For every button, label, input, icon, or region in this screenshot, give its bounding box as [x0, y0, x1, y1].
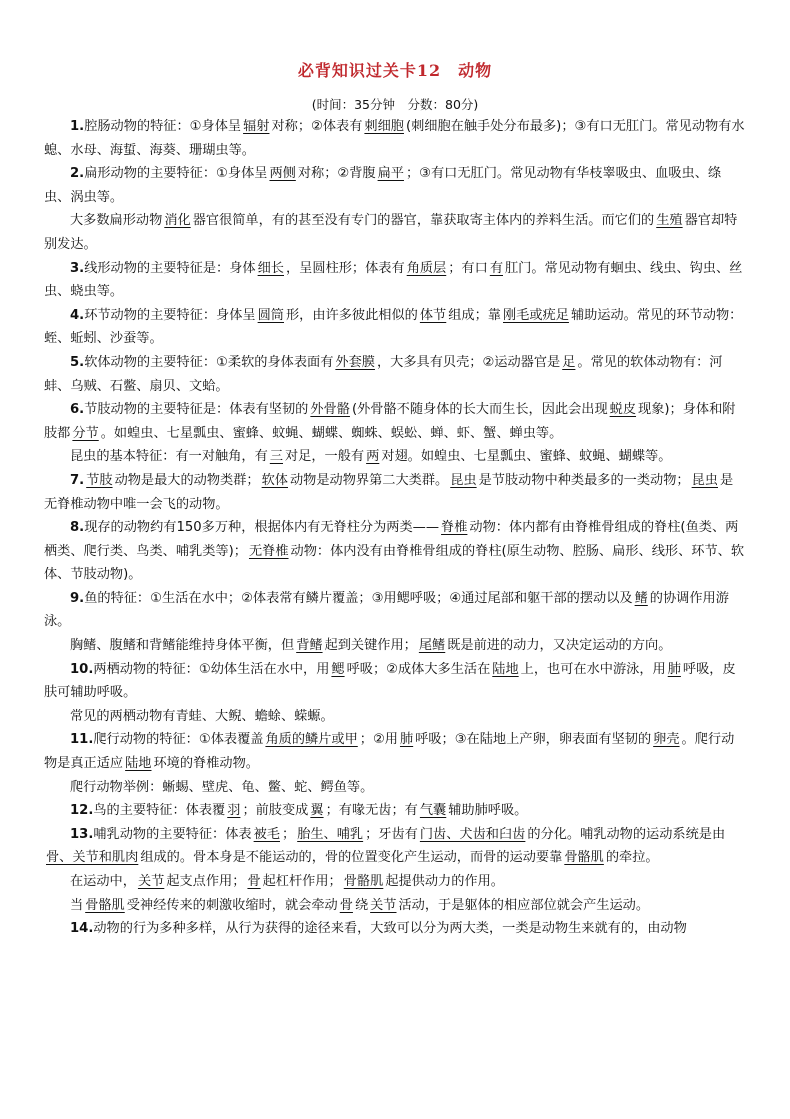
text-segment: 的协调作用游泳。	[44, 590, 729, 630]
text-segment: ；③有口无肛门。常见动物有华枝睾吸虫、血吸虫、绦虫、涡虫等。	[44, 166, 722, 205]
answer-blank: 分节	[72, 425, 99, 441]
content-body	[44, 115, 746, 941]
paragraph	[44, 257, 746, 304]
answer-blank: 无脊椎	[248, 543, 289, 559]
text-segment: 动物的行为多种多样，从行为获得的途径来看，大致可以分为两大类，一类是动物生来就有的，由动物	[93, 921, 687, 937]
item-number: 3.	[70, 260, 85, 276]
text-segment: 对称；②体表有	[271, 119, 363, 134]
paragraph	[44, 658, 746, 705]
answer-blank: 昆虫	[450, 472, 477, 488]
text-segment: 动物：体内都有由脊椎骨组成的脊柱(鱼类、两栖类、爬行类、鸟类、哺乳类等)；	[44, 520, 739, 559]
text-segment: 活动，于是躯体的相应部位就会产生运动。	[398, 897, 650, 913]
answer-blank: 扁平	[377, 166, 404, 182]
text-segment: 爬行动物的特征：①体表覆盖	[93, 732, 264, 748]
text-segment: 辅助运动。常见的环节动物：蛭、蚯蚓、沙蚕等。	[44, 307, 743, 347]
item-number: 8.	[70, 520, 85, 536]
text-segment: 。常见的软体动物有：河蚌、乌贼、石鳖、扇贝、文蛤。	[44, 354, 723, 394]
text-segment: 器官很简单，有的甚至没有专门的器官，靠获取寄主体内的养料生活。而它们的	[192, 213, 655, 229]
text-segment: 上，也可在水中游泳，用	[520, 661, 666, 677]
text-segment: 扁形动物的主要特征：①身体呈	[84, 166, 268, 182]
answer-blank: 外套膜	[335, 354, 375, 370]
item-number: 2.	[70, 166, 85, 182]
answer-blank: 足	[562, 354, 576, 370]
document-page	[44, 58, 746, 941]
text-segment: ，大多具有贝壳；②运动器官是	[376, 354, 561, 370]
paragraph	[44, 823, 746, 870]
item-number: 14.	[70, 921, 94, 937]
text-segment: 对称；②背腹	[297, 166, 376, 182]
answer-blank: 辐射	[243, 119, 270, 134]
answer-blank: 骨	[339, 897, 353, 913]
answer-blank: 胎生、哺乳	[297, 826, 364, 842]
text-segment: 动物：体内没有由脊椎骨组成的脊柱(原生动物、腔肠、扁形、线形、环节、软体、节肢动物)。	[44, 543, 745, 583]
answer-blank: 气囊	[419, 803, 447, 819]
text-segment: 腔肠动物的特征：①身体呈	[84, 119, 242, 134]
text-segment: 爬行动物举例：蜥蜴、壁虎、龟、鳖、蛇、鳄鱼等。	[70, 779, 374, 795]
text-segment: ；有口	[448, 260, 488, 276]
text-segment: 绕	[354, 897, 369, 913]
answer-blank: 细长	[257, 260, 284, 276]
text-segment: ，呈圆柱形；体表有	[286, 260, 405, 276]
answer-blank: 两	[366, 449, 380, 465]
text-segment: 环境的脊椎动物。	[153, 756, 259, 772]
answer-blank: 昆虫	[691, 472, 718, 488]
answer-blank: 刚毛或疣足	[503, 307, 569, 323]
paragraph	[44, 705, 746, 729]
text-segment: 呼吸；②成体大多生活在	[346, 661, 491, 677]
text-segment: 环节动物的主要特征：身体呈	[84, 307, 256, 323]
text-segment: 现象)；身体和附肢都	[44, 402, 736, 441]
text-segment: 既是前进的动力，又决定运动的方向。	[447, 638, 672, 654]
text-segment: 起支点作用；	[166, 874, 246, 889]
item-number: 4.	[70, 307, 85, 323]
text-segment: 的牵拉。	[605, 850, 659, 866]
paragraph	[44, 469, 746, 516]
text-segment: 对足，一般有	[285, 449, 365, 465]
answer-blank: 三	[269, 449, 283, 465]
text-segment: 哺乳动物的主要特征：体表	[93, 826, 252, 842]
text-segment: 形，由许多彼此相似的	[286, 307, 418, 323]
text-segment: 软体动物的主要特征：①柔软的身体表面有	[84, 354, 334, 370]
answer-blank: 软体	[261, 472, 288, 488]
text-segment: 鸟的主要特征：体表覆	[93, 803, 226, 819]
paragraph	[44, 634, 746, 658]
answer-blank: 骨骼肌	[564, 850, 604, 866]
text-segment: 鱼的特征：①生活在水中；②体表常有鳞片覆盖；③用鳃呼吸；④通过尾部和躯干部的摆动以及	[84, 590, 633, 606]
answer-blank: 两侧	[269, 166, 296, 182]
item-number: 10.	[70, 661, 94, 677]
text-segment: 在运动中，	[70, 874, 136, 889]
item-number: 7.	[70, 472, 85, 488]
text-segment: 大多数扁形动物	[70, 213, 163, 229]
item-number: 12.	[70, 803, 94, 819]
answer-blank: 蜕皮	[609, 402, 637, 418]
paragraph	[44, 115, 746, 162]
item-number: 6.	[70, 402, 85, 418]
text-segment: ；②用	[359, 732, 398, 748]
text-segment: (刺细胞在触手处分布最多)；③有口无肛门。常见动物有水螅、水母、海蜇、海葵、珊瑚虫等。	[44, 119, 745, 158]
answer-blank: 骨骼肌	[343, 874, 384, 889]
answer-blank: 脊椎	[441, 520, 468, 536]
paragraph	[44, 398, 746, 445]
item-number: 11.	[70, 732, 94, 748]
text-segment: 组成；靠	[448, 307, 501, 323]
paragraph	[44, 894, 746, 918]
answer-blank: 肺	[667, 661, 681, 677]
answer-blank: 肺	[399, 732, 414, 748]
answer-blank: 关节	[370, 897, 397, 913]
text-segment: 线形动物的主要特征是：身体	[84, 260, 256, 276]
text-segment: 呼吸；③在陆地上产卵，卵表面有坚韧的	[415, 732, 652, 748]
text-segment: ；	[282, 826, 296, 842]
text-segment: 的分化。哺乳动物的运动系统是由	[527, 826, 726, 842]
text-segment: 现存的动物约有150多万种，根据体内有无脊柱分为两类——	[84, 520, 440, 536]
text-segment: 是无脊椎动物中唯一会飞的动物。	[44, 472, 734, 512]
answer-blank: 圆筒	[257, 307, 284, 323]
answer-blank: 骨、关节和肌肉	[46, 850, 139, 866]
text-segment: 受神经传来的刺激收缩时，就会牵动	[126, 897, 338, 913]
answer-blank: 刺细胞	[364, 119, 404, 134]
text-segment: 器官却特别发达。	[44, 213, 738, 252]
answer-blank: 生殖	[656, 213, 683, 229]
answer-blank: 骨骼肌	[85, 897, 125, 913]
text-segment: ；牙齿有	[365, 826, 418, 842]
paragraph	[44, 728, 746, 775]
text-segment: 呼吸，皮肤可辅助呼吸。	[44, 661, 736, 701]
answer-blank: 鳃	[331, 661, 345, 677]
text-segment: 昆虫的基本特征：有一对触角，有	[70, 449, 268, 465]
answer-blank: 尾鳍	[418, 638, 446, 654]
text-segment: ；有喙无齿；有	[325, 803, 418, 819]
text-segment: 动物是动物界第二大类群。	[290, 472, 449, 488]
text-segment: 动物是最大的动物类群；	[114, 472, 260, 488]
text-segment: 对翅。如蝗虫、七星瓢虫、蜜蜂、蚊蝇、蝴蝶等。	[381, 449, 672, 465]
answer-blank: 骨	[247, 874, 261, 889]
answer-blank: 门齿、犬齿和臼齿	[419, 826, 526, 842]
paragraph	[44, 870, 746, 894]
item-number: 13.	[70, 826, 94, 842]
answer-blank: 翼	[310, 803, 324, 819]
text-segment: 胸鳍、腹鳍和背鳍能维持身体平衡，但	[70, 638, 295, 654]
paragraph	[44, 776, 746, 800]
answer-blank: 关节	[137, 874, 165, 889]
paragraph	[44, 304, 746, 351]
paragraph	[44, 162, 746, 209]
page-subtitle: (时间：35分钟 分数：80分)	[311, 97, 479, 112]
text-segment: 当	[70, 897, 84, 913]
answer-blank: 背鳍	[296, 638, 323, 654]
answer-blank: 外骨骼	[310, 402, 350, 418]
answer-blank: 角质的鳞片或甲	[265, 732, 358, 748]
text-segment: 常见的两栖动物有青蛙、大鲵、蟾蜍、蝾螈。	[70, 708, 334, 724]
answer-blank: 消化	[164, 213, 191, 229]
text-segment: 是节肢动物中种类最多的一类动物；	[478, 472, 690, 488]
text-segment: 组成的。骨本身是不能运动的，骨的位置变化产生运动，而骨的运动要靠	[140, 850, 563, 866]
answer-blank: 陆地	[492, 661, 519, 677]
answer-blank: 角质层	[406, 260, 447, 276]
page-title: 必背知识过关卡12 动物	[297, 61, 493, 80]
text-segment: 起提供动力的作用。	[385, 874, 504, 889]
answer-blank: 羽	[227, 803, 241, 819]
text-segment: ；前肢变成	[242, 803, 309, 819]
text-segment: 。爬行动物是真正适应	[44, 732, 735, 772]
item-number: 9.	[70, 590, 85, 606]
text-segment: 起到关键作用；	[324, 638, 417, 654]
answer-blank: 被毛	[253, 826, 280, 842]
text-segment: (外骨骼不随身体的长大而生长，因此会出现	[351, 402, 608, 418]
answer-blank: 鳍	[634, 590, 648, 606]
paragraph	[44, 351, 746, 398]
paragraph	[44, 516, 746, 587]
text-segment: 两栖动物的特征：①幼体生活在水中，用	[93, 661, 330, 677]
text-segment: 。如蝗虫、七星瓢虫、蜜蜂、蚊蝇、蝴蝶、蜘蛛、蜈蚣、蝉、虾、蟹、蝉虫等。	[100, 425, 563, 441]
answer-blank: 节肢	[86, 472, 113, 488]
paragraph	[44, 587, 746, 634]
answer-blank: 有	[489, 260, 503, 276]
text-segment: 辅助肺呼吸。	[448, 803, 528, 819]
item-number: 1.	[70, 119, 85, 134]
answer-blank: 体节	[419, 307, 447, 323]
paragraph	[44, 799, 746, 823]
answer-blank: 陆地	[125, 756, 152, 772]
paragraph	[44, 917, 746, 941]
answer-blank: 卵壳	[653, 732, 680, 748]
paragraph	[44, 209, 746, 256]
text-segment: 起杠杆作用；	[262, 874, 342, 889]
text-segment: 肛门。常见动物有蛔虫、线虫、钩虫、丝虫、蛲虫等。	[44, 260, 743, 300]
item-number: 5.	[70, 354, 85, 370]
text-segment: 节肢动物的主要特征是：体表有坚韧的	[84, 402, 309, 418]
paragraph	[44, 445, 746, 469]
